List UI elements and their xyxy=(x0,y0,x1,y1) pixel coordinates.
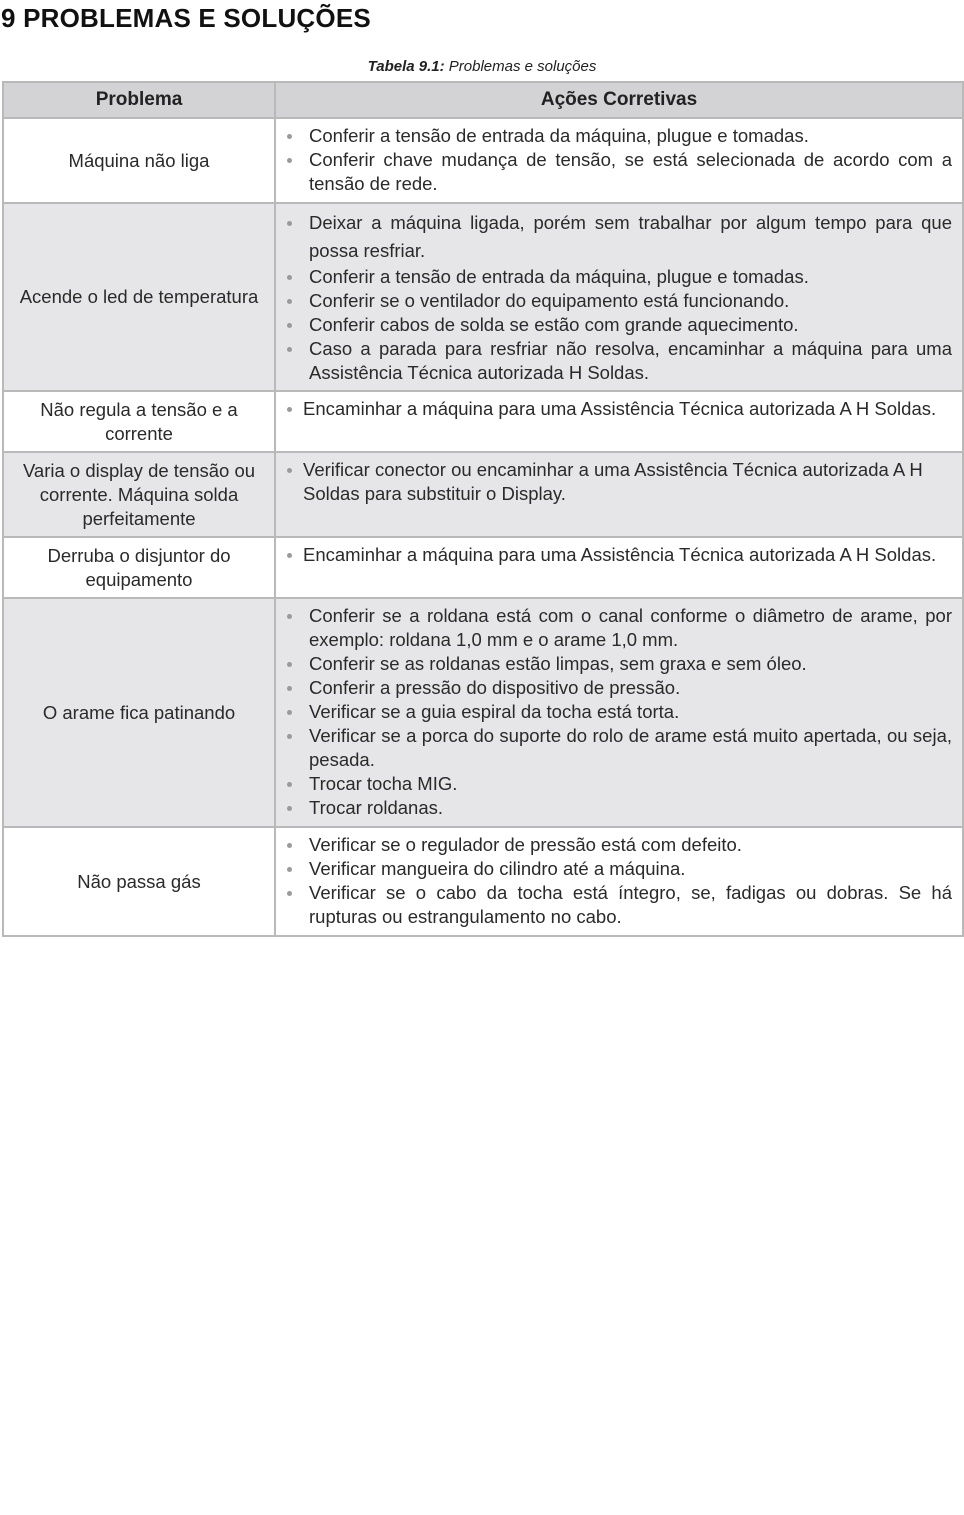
action-list xyxy=(284,543,952,567)
header-actions: Ações Corretivas xyxy=(275,82,963,118)
problem-cell: Não passa gás xyxy=(3,827,275,936)
problem-cell: O arame fica patinando xyxy=(3,598,275,827)
actions-cell xyxy=(275,452,963,537)
action-item: Conferir se as roldanas estão limpas, sem graxa e sem óleo. xyxy=(284,652,952,676)
header-problem: Problema xyxy=(3,82,275,118)
action-list xyxy=(284,604,952,820)
action-list xyxy=(284,458,952,506)
table-row xyxy=(3,452,963,537)
action-list xyxy=(284,209,952,385)
table-caption-text: Problemas e soluções xyxy=(448,58,597,75)
problem-cell: Não regula a tensão e a corrente xyxy=(3,391,275,452)
action-item: Encaminhar a máquina para uma Assistência Técnica autorizada A H Soldas. xyxy=(284,397,952,421)
actions-cell xyxy=(275,118,963,203)
action-item: Verificar se o cabo da tocha está íntegro, se, fadigas ou dobras. Se há rupturas ou estrangulamento no cabo. xyxy=(284,881,952,929)
table-row xyxy=(3,391,963,452)
problem-cell: Máquina não liga xyxy=(3,118,275,203)
actions-cell xyxy=(275,203,963,391)
action-item: Conferir chave mudança de tensão, se está selecionada de acordo com a tensão de rede. xyxy=(284,148,952,196)
actions-cell xyxy=(275,537,963,598)
action-item: Trocar tocha MIG. xyxy=(284,772,952,796)
table-header-row xyxy=(3,82,963,118)
action-item: Caso a parada para resfriar não resolva, encaminhar a máquina para uma Assistência Técnica autorizada H Soldas. xyxy=(284,337,952,385)
action-item: Conferir a tensão de entrada da máquina, plugue e tomadas. xyxy=(284,124,952,148)
action-item: Conferir cabos de solda se estão com grande aquecimento. xyxy=(284,313,952,337)
problems-solutions-table xyxy=(2,81,964,937)
table-caption-label: Tabela 9.1: xyxy=(367,58,445,75)
action-item: Verificar conector ou encaminhar a uma Assistência Técnica autorizada A H Soldas para substituir o Display. xyxy=(284,458,952,506)
table-row xyxy=(3,598,963,827)
action-item: Trocar roldanas. xyxy=(284,796,952,820)
table-row xyxy=(3,118,963,203)
action-item: Verificar se a porca do suporte do rolo de arame está muito apertada, ou seja, pesada. xyxy=(284,724,952,772)
table-row xyxy=(3,203,963,391)
page-title: 9 PROBLEMAS E SOLUÇÕES xyxy=(1,3,371,33)
action-item: Conferir se o ventilador do equipamento está funcionando. xyxy=(284,289,952,313)
table-row xyxy=(3,537,963,598)
action-item: Conferir se a roldana está com o canal conforme o diâmetro de arame, por exemplo: roldana 1,0 mm e o arame 1,0 mm. xyxy=(284,604,952,652)
problem-cell: Acende o led de temperatura xyxy=(3,203,275,391)
action-item: Conferir a tensão de entrada da máquina, plugue e tomadas. xyxy=(284,265,952,289)
action-item: Verificar se a guia espiral da tocha está torta. xyxy=(284,700,952,724)
action-item: Conferir a pressão do dispositivo de pressão. xyxy=(284,676,952,700)
action-item: Encaminhar a máquina para uma Assistência Técnica autorizada A H Soldas. xyxy=(284,543,952,567)
table-caption xyxy=(0,58,964,75)
table-row xyxy=(3,827,963,936)
action-item: Verificar mangueira do cilindro até a máquina. xyxy=(284,857,952,881)
actions-cell xyxy=(275,827,963,936)
action-list xyxy=(284,397,952,421)
action-list xyxy=(284,833,952,929)
action-list xyxy=(284,124,952,196)
problem-cell: Varia o display de tensão ou corrente. Máquina solda perfeitamente xyxy=(3,452,275,537)
action-item: Deixar a máquina ligada, porém sem trabalhar por algum tempo para que possa resfriar. xyxy=(284,209,952,265)
problem-cell: Derruba o disjuntor do equipamento xyxy=(3,537,275,598)
actions-cell xyxy=(275,391,963,452)
action-item: Verificar se o regulador de pressão está com defeito. xyxy=(284,833,952,857)
actions-cell xyxy=(275,598,963,827)
